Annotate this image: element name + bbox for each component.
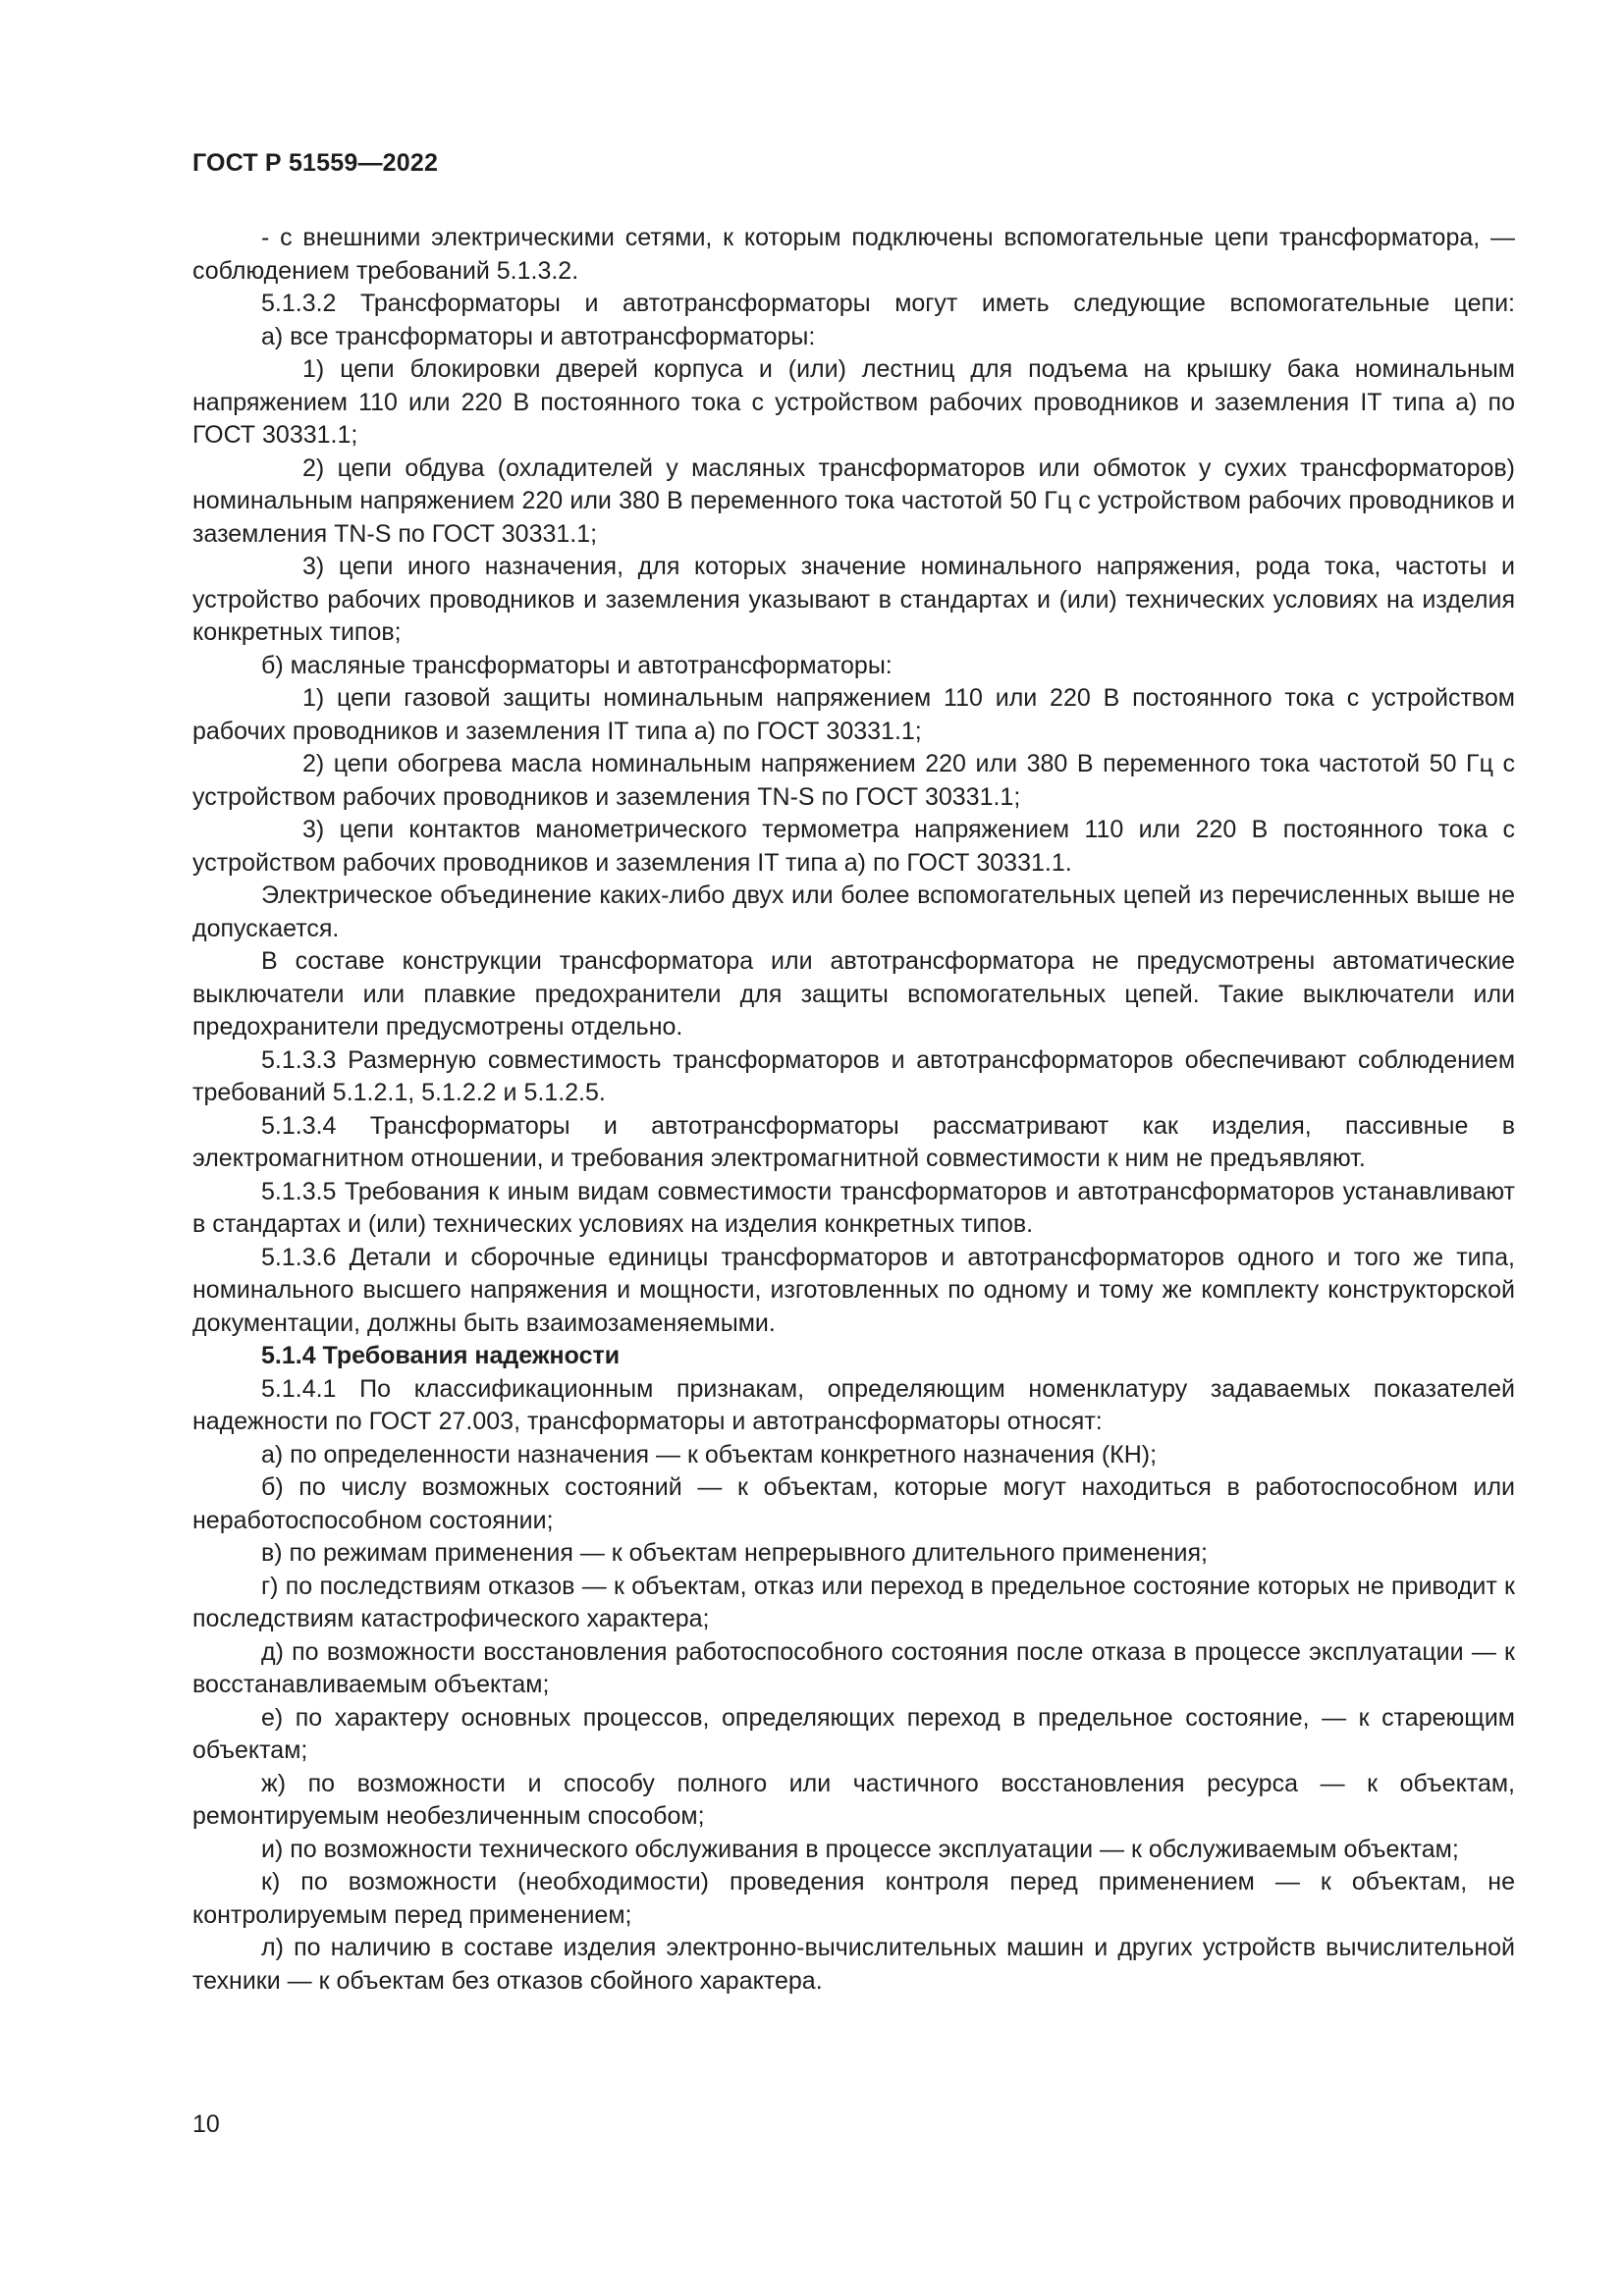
page-body [192, 222, 1515, 1998]
page-number: 10 [192, 2110, 220, 2138]
list-subitem: 1) цепи блокировки дверей корпуса и (или) лестниц для подъема на крышку бака номинальным напряжением 110 или 220 В постоянного тока с устройством рабочих проводников и заземления IT типа а) по ГОСТ 30331.1; [192, 355, 1515, 449]
paragraph: 5.1.3.5 Требования к иным видам совместимости трансформаторов и автотрансформаторов устанавливают в стандартах и (или) технических условиях на изделия конкретных типов. [192, 1177, 1515, 1238]
document-header: ГОСТ Р 51559—2022 [192, 149, 439, 177]
list-item: и) по возможности технического обслуживания в процессе эксплуатации — к обслуживаемым объектам; [261, 1835, 1459, 1863]
list-item: е) по характеру основных процессов, определяющих переход в предельное состояние, — к стареющим объектам; [192, 1703, 1515, 1764]
paragraph: 5.1.3.2 Трансформаторы и автотрансформаторы могут иметь следующие вспомогательные цепи: [261, 290, 1515, 317]
list-item: г) по последствиям отказов — к объектам, отказ или переход в предельное состояние которых не приводит к последствиям катастрофического характера; [192, 1572, 1515, 1632]
list-subitem: 2) цепи обдува (охладителей у масляных трансформаторов или обмоток у сухих трансформаторов) номинальным напряжением 220 или 380 В переменного тока частотой 50 Гц с устройством рабочих проводников и заземления TN-S по ГОСТ 30331.1; [192, 454, 1515, 548]
paragraph: 5.1.3.6 Детали и сборочные единицы трансформаторов и автотрансформаторов одного и того же типа, номинального высшего напряжения и мощности, изготовленных по одному и тому же комплекту конструкторской документации, должны быть взаимозаменяемыми. [192, 1243, 1515, 1337]
paragraph: В составе конструкции трансформатора или автотрансформатора не предусмотрены автоматические выключатели или плавкие предохранители для защиты вспомогательных цепей. Такие выключатели или предохранители предусмотрены отдельно. [192, 947, 1515, 1041]
list-item: к) по возможности (необходимости) проведения контроля перед применением — к объектам, не контролируемым перед применением; [192, 1868, 1515, 1929]
list-item: а) все трансформаторы и автотрансформаторы: [261, 322, 816, 350]
section-heading: 5.1.4 Требования надежности [261, 1342, 621, 1369]
paragraph: 5.1.4.1 По классификационным признакам, определяющим номенклатуру задаваемых показателей надежности по ГОСТ 27.003, трансформаторы и автотрансформаторы относят: [192, 1374, 1515, 1435]
list-item: л) по наличию в составе изделия электронно-вычислительных машин и других устройств вычислительной техники — к объектам без отказов сбойного характера. [192, 1934, 1515, 1995]
paragraph: - с внешними электрическими сетями, к которым подключены вспомогательные цепи трансформатора, — соблюдением требований 5.1.3.2. [192, 224, 1515, 285]
paragraph: 5.1.3.3 Размерную совместимость трансформаторов и автотрансформаторов обеспечивают соблюдением требований 5.1.2.1, 5.1.2.2 и 5.1.2.5. [192, 1045, 1515, 1106]
paragraph: 5.1.3.4 Трансформаторы и автотрансформаторы рассматривают как изделия, пассивные в электромагнитном отношении, и требования электромагнитной совместимости к ним не предъявляют. [192, 1111, 1515, 1172]
list-item: б) масляные трансформаторы и автотрансформаторы: [261, 651, 893, 679]
list-item: ж) по возможности и способу полного или частичного восстановления ресурса — к объектам, ремонтируемым необезличенным способом; [192, 1769, 1515, 1830]
paragraph: Электрическое объединение каких-либо двух или более вспомогательных цепей из перечисленных выше не допускается. [192, 881, 1515, 942]
list-subitem: 1) цепи газовой защиты номинальным напряжением 110 или 220 В постоянного тока с устройством рабочих проводников и заземления IT типа а) по ГОСТ 30331.1; [192, 684, 1515, 745]
list-subitem: 2) цепи обогрева масла номинальным напряжением 220 или 380 В переменного тока частотой 50 Гц с устройством рабочих проводников и заземления TN-S по ГОСТ 30331.1; [192, 750, 1515, 811]
list-item: в) по режимам применения — к объектам непрерывного длительного применения; [261, 1539, 1208, 1567]
list-subitem: 3) цепи контактов манометрического термометра напряжением 110 или 220 В постоянного тока с устройством рабочих проводников и заземления IT типа а) по ГОСТ 30331.1. [192, 816, 1515, 877]
list-item: а) по определенности назначения — к объектам конкретного назначения (КН); [261, 1440, 1158, 1468]
list-item: б) по числу возможных состояний — к объектам, которые могут находиться в работоспособном или неработоспособном состоянии; [192, 1473, 1515, 1534]
list-item: д) по возможности восстановления работоспособного состояния после отказа в процессе эксплуатации — к восстанавливаемым объектам; [192, 1637, 1515, 1698]
list-subitem: 3) цепи иного назначения, для которых значение номинального напряжения, рода тока, частоты и устройство рабочих проводников и заземления указывают в стандартах и (или) технических условиях на изделия конкретных типов; [192, 553, 1515, 646]
